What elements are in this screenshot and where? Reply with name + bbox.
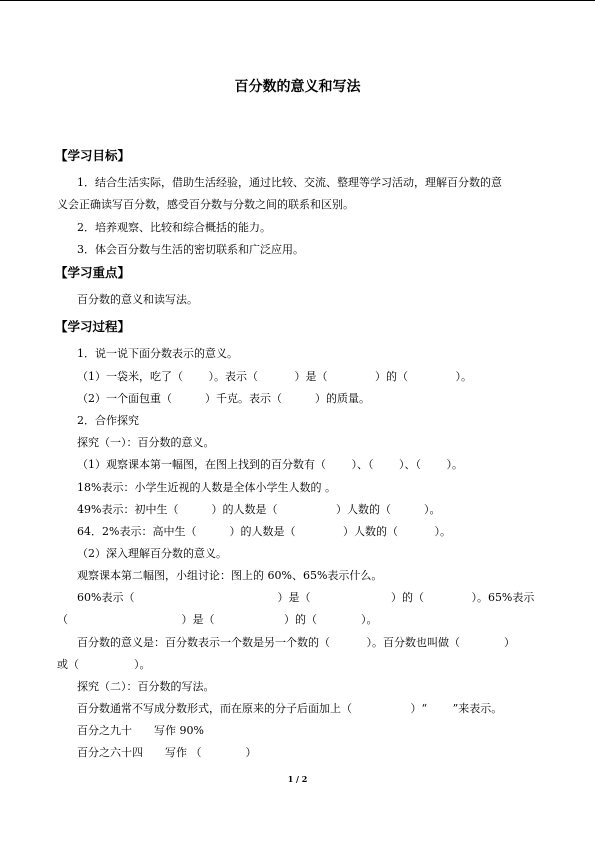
section-heading-key-points: 【学习重点】: [55, 265, 131, 280]
page-number: 1 / 2: [287, 774, 308, 784]
process-line-7: 18%表示：小学生近视的人数是全体小学生人数的 。: [77, 481, 336, 494]
process-line-12: 60%表示（ ）是（ ）的（ ）。65%表示: [77, 591, 535, 604]
goal-line-2: 2．培养观察、比较和综合概括的能力。: [77, 221, 271, 234]
goal-line-1: 1．结合生活实际，借助生活经验，通过比较、交流、整理等学习活动，理解百分数的意: [77, 176, 502, 189]
section-heading-goals: 【学习目标】: [55, 148, 131, 163]
process-line-9: 64．2%表示：高中生（ ）的人数是（ ）人数的（ ）。: [77, 525, 451, 538]
process-line-8: 49%表示：初中生（ ）的人数是（ ）人数的（ ）。: [77, 503, 441, 516]
process-line-16: 百分之九十 写作 90%: [77, 724, 204, 737]
process-line-11: 观察课本第二幅图，小组讨论：图上的 60%、65%表示什么。: [77, 569, 383, 582]
key-point-line: 百分数的意义和读写法。: [77, 293, 198, 306]
goal-line-1-cont: 义会正确读写百分数，感受百分数与分数之间的联系和区别。: [57, 198, 354, 211]
process-line-5: 探究（一）：百分数的意义。: [77, 436, 215, 449]
process-line-13: 百分数的意义是：百分数表示一个数是另一个数的（ ）。百分数也叫做（ ）: [77, 636, 515, 649]
process-line-4: 2．合作探究: [77, 414, 139, 427]
process-line-13-cont: 或（ ）。: [57, 658, 151, 671]
process-line-1: 1．说一说下面分数表示的意义。: [77, 347, 238, 360]
goal-line-3: 3．体会百分数与生活的密切联系和广泛应用。: [77, 243, 304, 256]
process-line-2: （1）一袋米，吃了（ ）。表示（ ）是（ ）的（ ）。: [77, 370, 472, 383]
top-rule: [0, 0, 595, 1]
section-heading-process: 【学习过程】: [55, 319, 131, 334]
process-line-3: （2）一个面包重（ ）千克。表示（ ）的质量。: [77, 392, 370, 405]
page-title: 百分数的意义和写法: [234, 79, 361, 95]
process-line-6: （1）观察课本第一幅图，在图上找到的百分数有（ ）、（ ）、（ ）。: [77, 458, 463, 471]
process-line-12-cont: （ ）是（ ）的（ ）。: [57, 613, 378, 626]
process-line-14: 探究（二）：百分数的写法。: [77, 680, 215, 693]
process-line-10: （2）深入理解百分数的意义。: [77, 547, 227, 560]
process-line-15: 百分数通常不写成分数形式，而在原来的分子后面加上（ ）“ ”来表示。: [77, 702, 503, 715]
process-line-17: 百分之六十四 写作 （ ）: [77, 746, 257, 759]
